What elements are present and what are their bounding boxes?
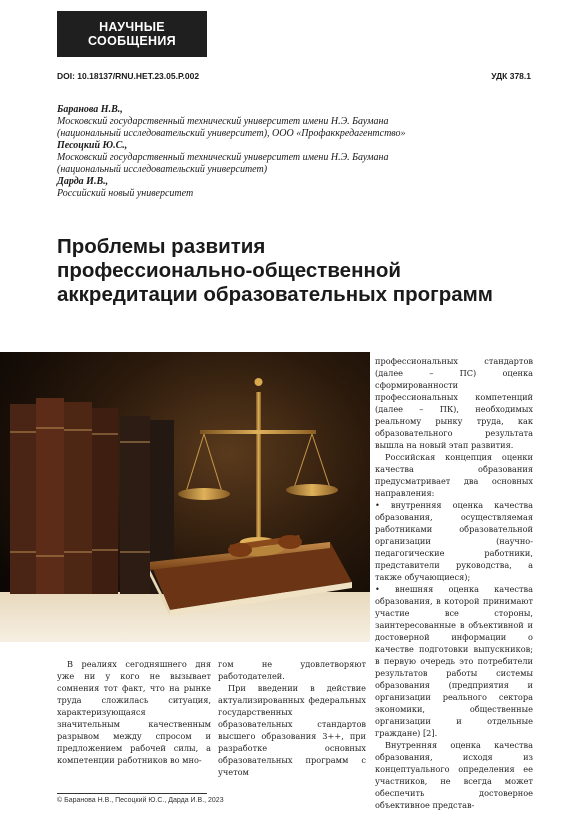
author-affiliation: Московский государственный технический университет имени Н.Э. Баумана bbox=[57, 152, 389, 163]
author-name: Баранова Н.В., bbox=[57, 104, 123, 115]
text-column-2 bbox=[218, 658, 366, 778]
author-affiliation: Российский новый университет bbox=[57, 188, 194, 199]
footnote-divider bbox=[57, 793, 207, 794]
section-tag-line2: СООБЩЕНИЯ bbox=[88, 34, 176, 48]
author-affiliation: (национальный исследовательский университет) bbox=[57, 164, 268, 175]
udk-code: УДК 378.1 bbox=[491, 71, 531, 81]
title-line: Проблемы развития bbox=[57, 235, 266, 258]
authors-block bbox=[57, 104, 537, 200]
copyright-note: © Баранова Н.В., Песоцкий Ю.С., Дарда И.В., 2023 bbox=[57, 797, 224, 804]
author-affiliation: Московский государственный технический университет имени Н.Э. Баумана bbox=[57, 116, 389, 127]
paragraph: При введении в действие актуализированных федеральных государственных образовательных стандартов высшего образования 3++, при разработке основных образовательных программ с учетом bbox=[218, 683, 366, 777]
scales-and-books-image bbox=[0, 352, 370, 642]
paragraph: Российская концепция оценки качества образования предусматривает два основных направления: bbox=[375, 452, 533, 498]
article-title bbox=[57, 235, 537, 307]
section-tag bbox=[57, 11, 207, 57]
author-name: Дарда И.В., bbox=[57, 176, 109, 187]
author-name: Песоцкий Ю.С., bbox=[57, 140, 128, 151]
title-line: аккредитации образовательных программ bbox=[57, 283, 493, 306]
paragraph: профессиональных стандартов (далее – ПС) оценка сформированности профессиональных компетенций (далее – ПК), необходимых реальному рынку труда, как образовательного результата вышла на новый этап развития. bbox=[375, 356, 533, 450]
doi: DOI: 10.18137/RNU.HET.23.05.P.002 bbox=[57, 71, 200, 81]
bullet-item: • внешняя оценка качества образования, в которой принимают участие все стороны, заинтересованные в объективной и достоверной информации о качестве подготовки выпускников; в первую очередь это потребители результатов работы системы образования (предприятия и организации реального сектора экономики, общественные организации и отдельные граждане) [2]. bbox=[375, 584, 533, 738]
title-line: профессионально-общественной bbox=[57, 259, 401, 282]
section-tag-line1: НАУЧНЫЕ bbox=[99, 20, 165, 34]
paragraph: В реалиях сегодняшнего дня уже ни у кого не вызывает сомнения тот факт, что на рынке труда сложилась ситуация, характеризующаяся значительным качественным разрывом между спросом и предложением рабочей силы, а компетенции работников во мно- bbox=[57, 659, 211, 765]
author-affiliation: (национальный исследовательский университет), ООО «Профаккредагентство» bbox=[57, 128, 406, 139]
text-column-3 bbox=[375, 355, 533, 811]
bullet-item: • внутренняя оценка качества образования, осуществляемая работниками образовательной организации (научно-педагогические работники, представители руководства, а также обучающиеся); bbox=[375, 500, 533, 582]
text-column-1 bbox=[57, 658, 211, 766]
paragraph: Внутренняя оценка качества образования, исходя из концептуального определения ее участников, не всегда может обеспечить достоверное объективное представ- bbox=[375, 740, 533, 810]
paragraph: гом не удовлетворяют работодателей. bbox=[218, 659, 366, 681]
